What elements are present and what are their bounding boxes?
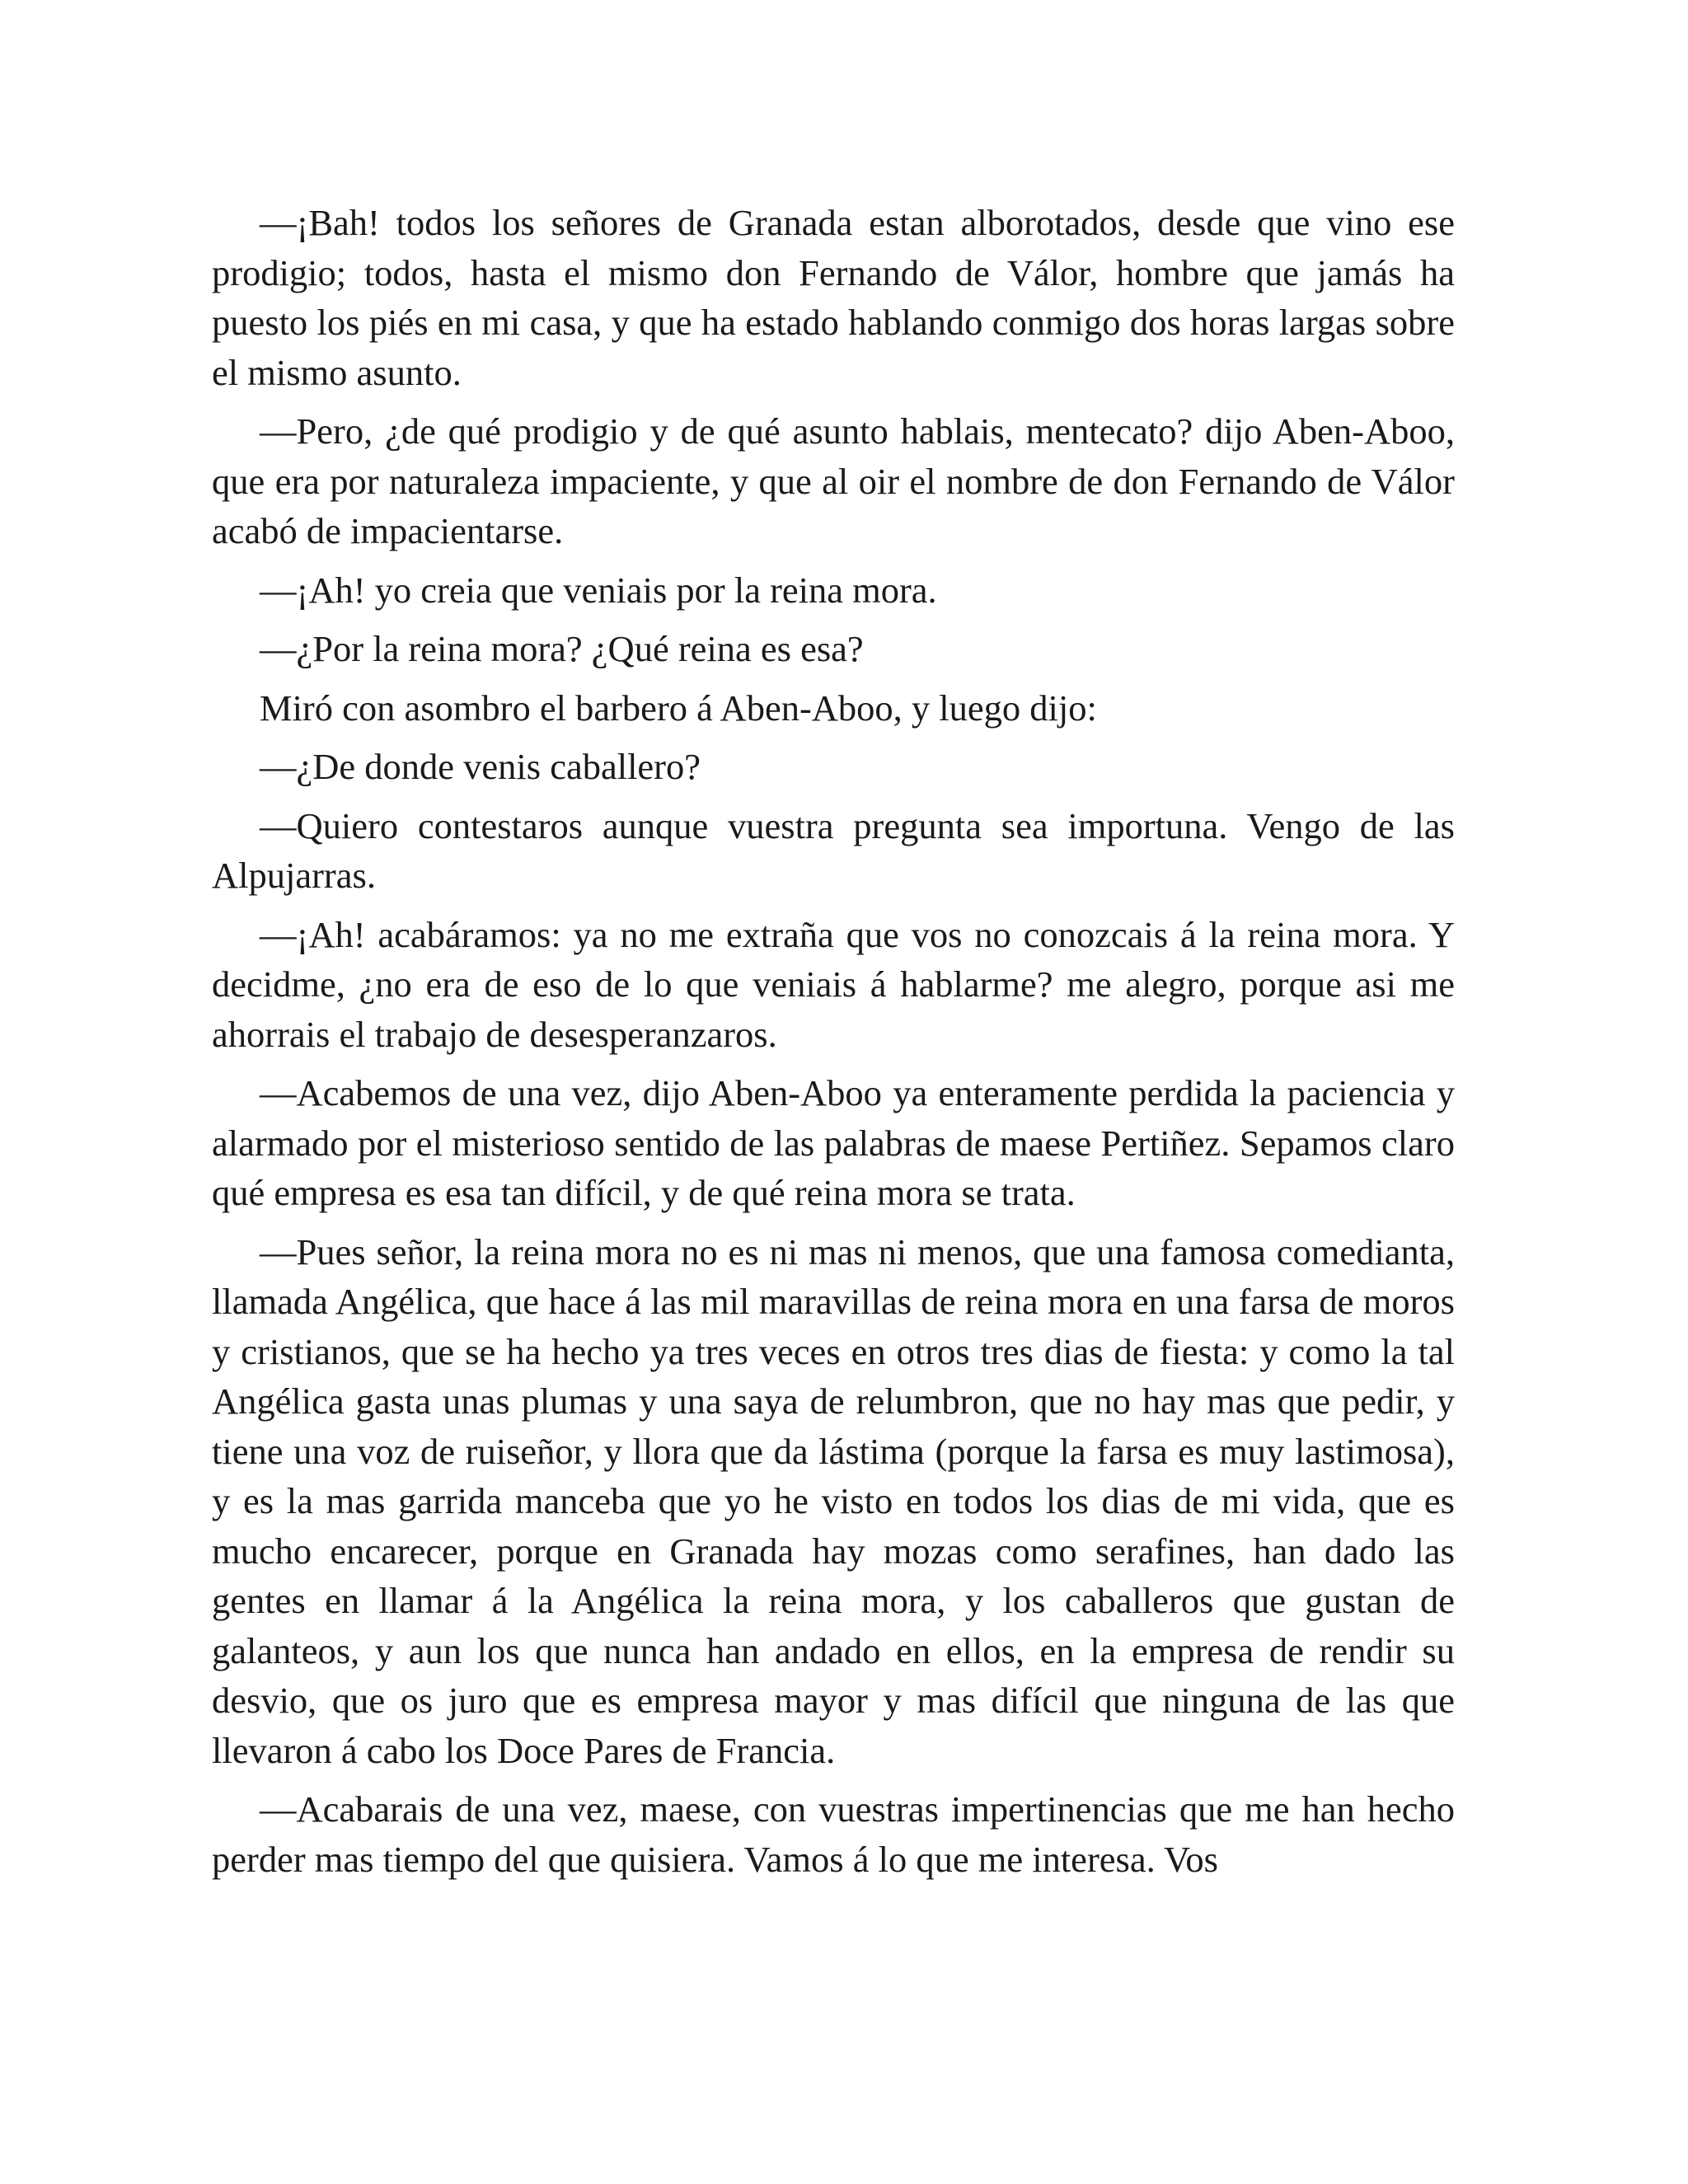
paragraph: —¡Bah! todos los señores de Granada estan alborotados, desde que vino ese prodigio; todos, hasta el mismo don Fernando de Válor, hombre que jamás ha puesto los piés en mi casa, y que ha estado hablando conmigo dos horas largas sobre el mismo asunto. bbox=[212, 202, 1455, 393]
paragraph: —¿De donde venis caballero? bbox=[260, 746, 701, 787]
paragraph: —¡Ah! yo creia que veniais por la reina mora. bbox=[260, 569, 937, 611]
paragraph: —¡Ah! acabáramos: ya no me extraña que vos no conozcais á la reina mora. Y decidme, ¿no era de eso de lo que veniais á hablarme? me alegro, porque asi me ahorrais el trabajo de desesperanzaros. bbox=[212, 913, 1455, 1055]
paragraph: —Acabemos de una vez, dijo Aben-Aboo ya enteramente perdida la paciencia y alarmado por el misterioso sentido de las palabras de maese Pertiñez. Sepamos claro qué empresa es esa tan difícil, y de qué reina mora se trata. bbox=[212, 1072, 1455, 1213]
book-page bbox=[212, 198, 1455, 1893]
paragraph: Miró con asombro el barbero á Aben-Aboo, y luego dijo: bbox=[260, 687, 1097, 729]
paragraph: —Acabarais de una vez, maese, con vuestras impertinencias que me han hecho perder mas tiempo del que quisiera. Vamos á lo que me interesa. Vos bbox=[212, 1788, 1455, 1880]
paragraph: —Pues señor, la reina mora no es ni mas ni menos, que una famosa comedianta, llamada Angélica, que hace á las mil maravillas de reina mora en una farsa de moros y cristianos, que se ha hecho ya tres veces en otros tres dias de fiesta: y como la tal Angélica gasta unas plumas y una saya de relumbron, que no hay mas que pedir, y tiene una voz de ruiseñor, y llora que da lástima (porque la farsa es muy lastimosa), y es la mas garrida manceba que yo he visto en todos los dias de mi vida, que es mucho encarecer, porque en Granada hay mozas como serafines, han dado las gentes en llamar á la Angélica la reina mora, y los caballeros que gustan de galanteos, y aun los que nunca han andado en ellos, en la empresa de rendir su desvio, que os juro que es empresa mayor y mas difícil que ninguna de las que llevaron á cabo los Doce Pares de Francia. bbox=[212, 1230, 1455, 1771]
paragraph: —¿Por la reina mora? ¿Qué reina es esa? bbox=[260, 628, 864, 669]
paragraph: —Quiero contestaros aunque vuestra pregunta sea importuna. Vengo de las Alpujarras. bbox=[212, 804, 1455, 896]
paragraph: —Pero, ¿de qué prodigio y de qué asunto hablais, mentecato? dijo Aben-Aboo, que era por naturaleza impaciente, y que al oir el nombre de don Fernando de Válor acabó de impacientarse. bbox=[212, 410, 1455, 551]
